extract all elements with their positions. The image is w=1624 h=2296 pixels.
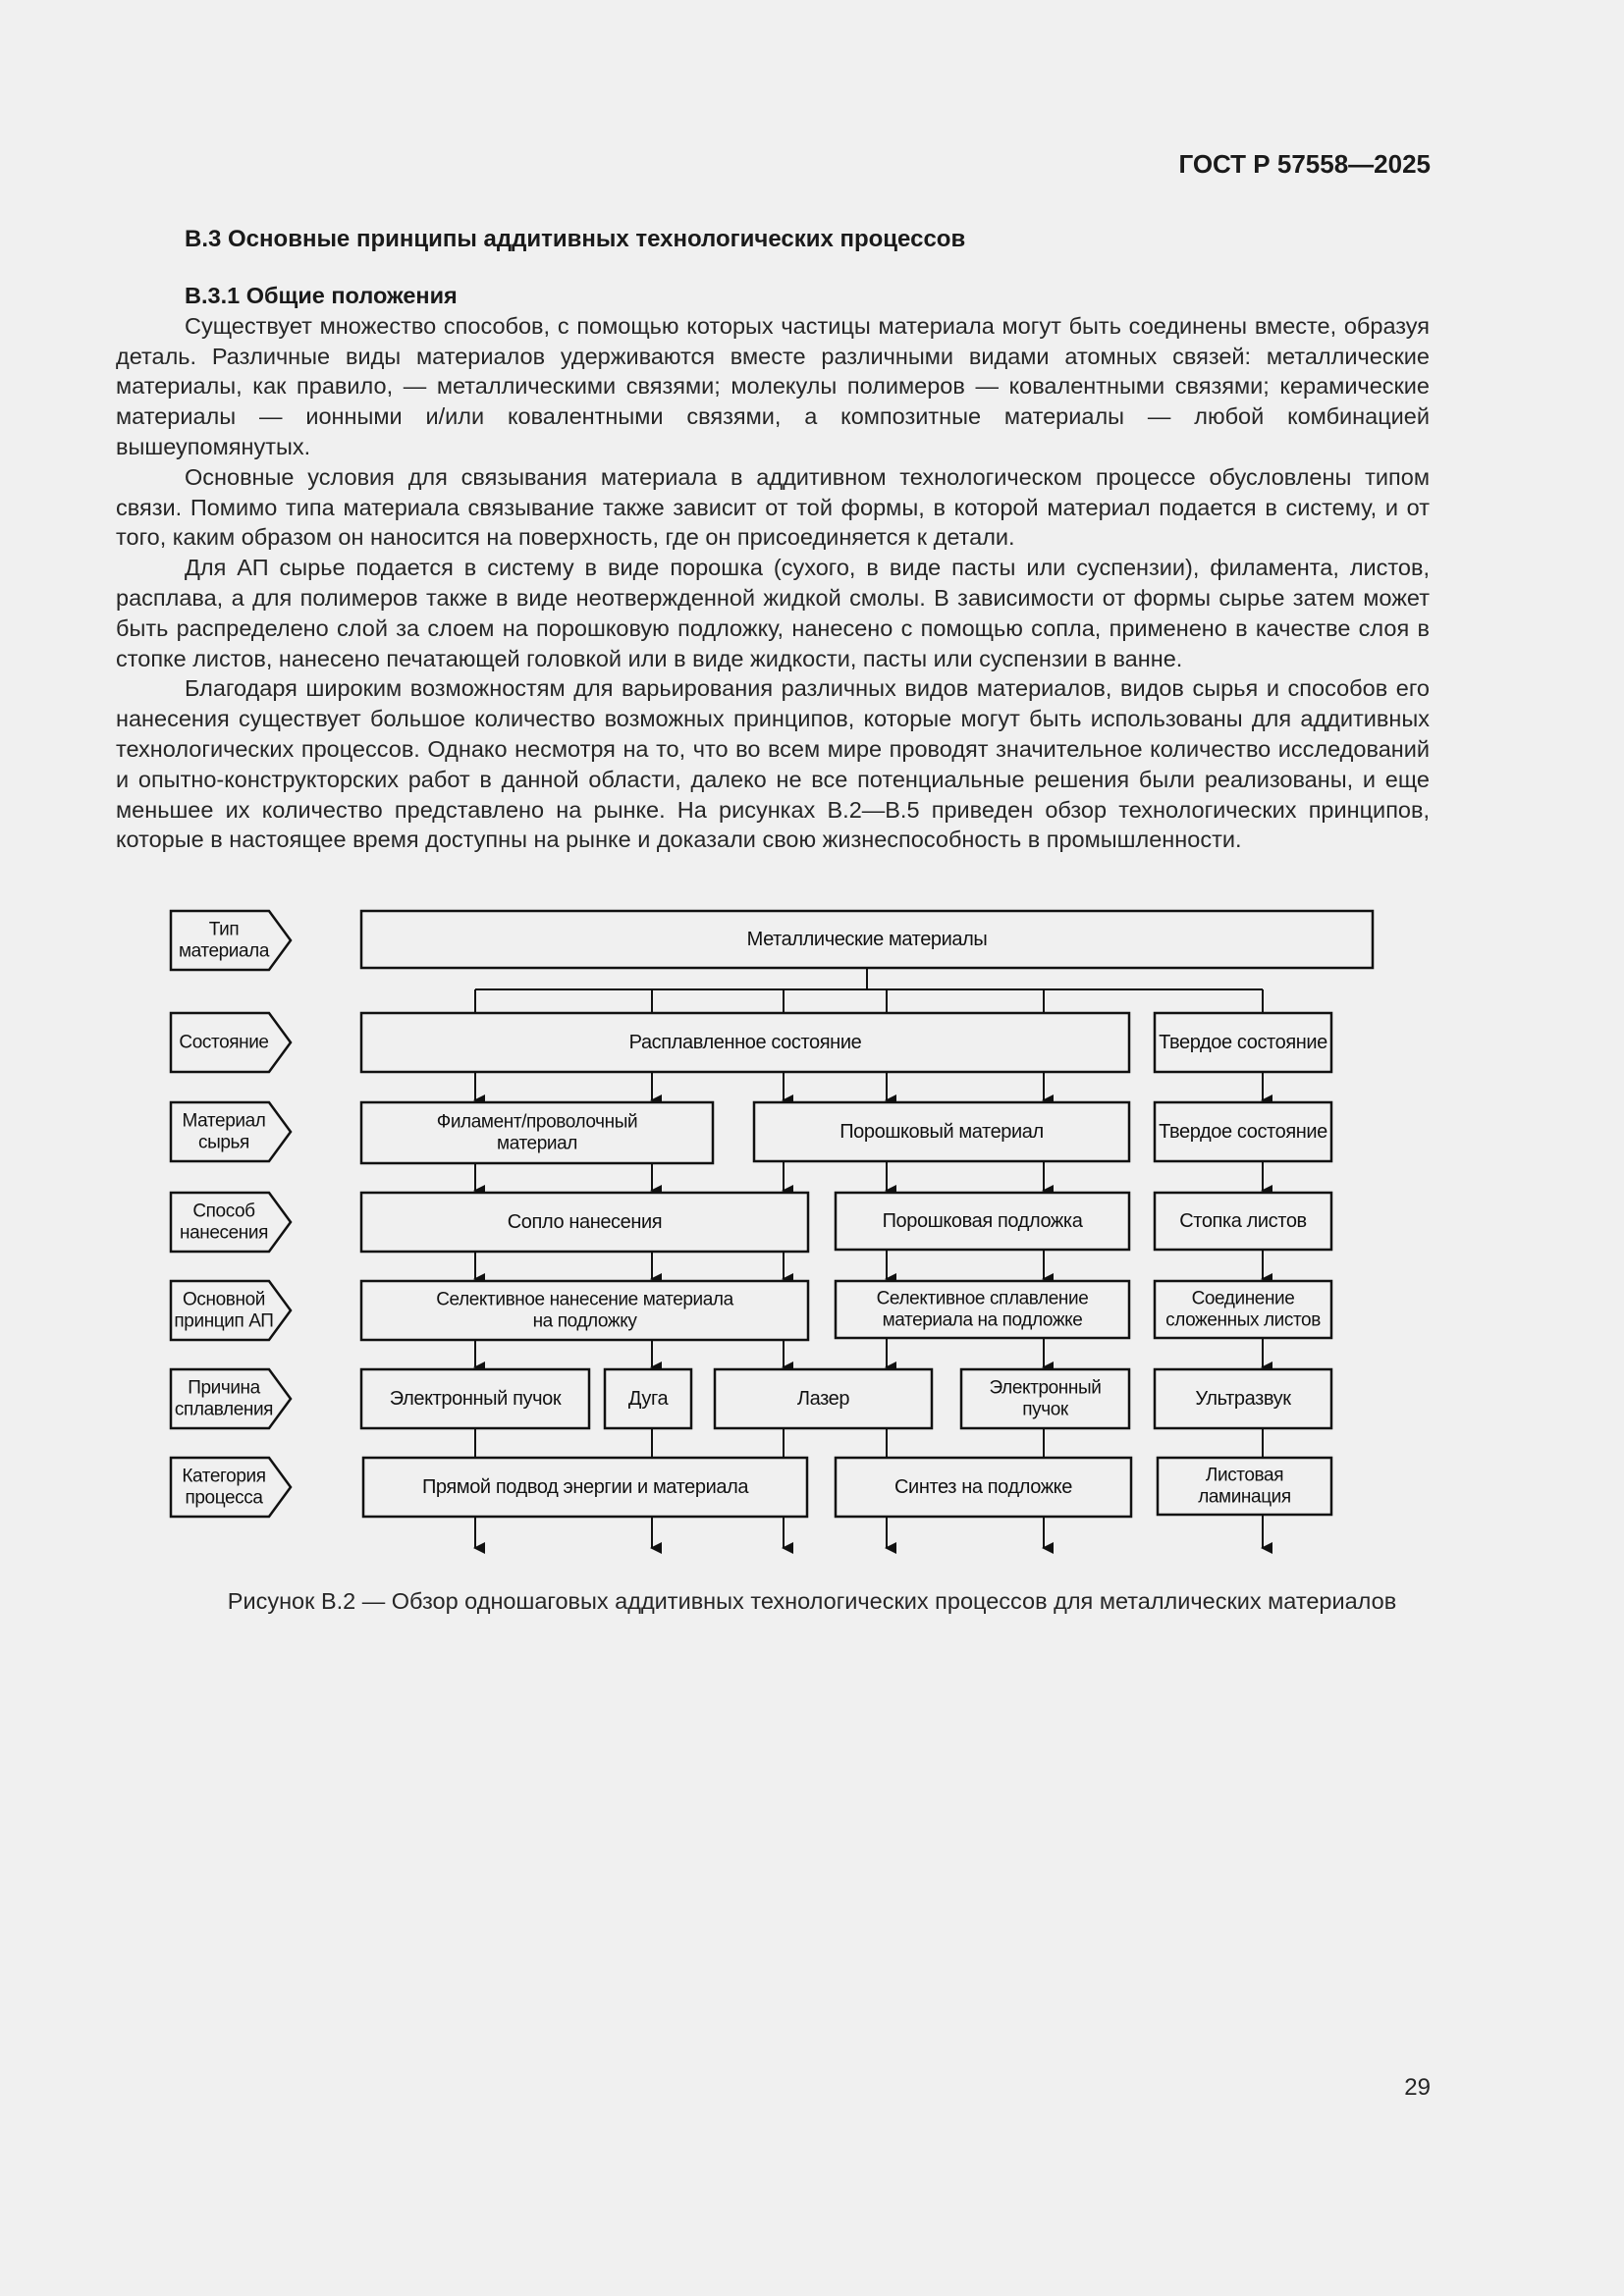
box-cause-ebeam2 xyxy=(961,1369,1129,1428)
box-cause-arc-text-0: Дуга xyxy=(627,1388,669,1410)
row-label-1 xyxy=(171,1013,291,1072)
box-cause-arc xyxy=(605,1369,691,1428)
box-feed-filament xyxy=(361,1102,713,1163)
document-code: ГОСТ Р 57558—2025 xyxy=(1178,149,1431,179)
box-cat-ded xyxy=(363,1458,807,1517)
body-text xyxy=(116,281,1430,855)
row-label-5 xyxy=(171,1369,291,1428)
box-feed-powder-text-0: Порошковый материал xyxy=(839,1121,1044,1143)
box-cat-sl-text-0: Листовая xyxy=(1205,1465,1284,1486)
box-apply-sheet-stack-text-0: Стопка листов xyxy=(1179,1210,1307,1232)
box-state-molten-text-0: Расплавленное состояние xyxy=(628,1032,862,1053)
box-apply-powder-bed-text-0: Порошковая подложка xyxy=(882,1210,1083,1232)
box-cause-ebeam xyxy=(361,1369,589,1428)
box-principle-fusion-text-0: Селективное сплавление xyxy=(876,1288,1089,1309)
box-cat-ded-text-0: Прямой подвод энергии и материала xyxy=(421,1476,749,1498)
box-apply-nozzle-text-0: Сопло нанесения xyxy=(507,1211,663,1233)
row-label-0-text-1: материала xyxy=(178,940,270,962)
box-cause-ebeam2-text-0: Электронный xyxy=(989,1377,1102,1399)
paragraph-4: Благодаря широким возможностям для варьирования различных видов материалов, видов сырья и способов его нанесения существует большое количество возможных принципов, которые могут быть использованы для аддитивных технологических процессов. Однако несмотря на то, что во всем мире проводят значительное количество исследований и опытно-конструкторских работ в данной области, далеко не все потенциальные решения были реализованы, и еще меньшее их количество представлено на рынке. На рисунках В.2—В.5 приведен обзор технологических принципов, которые в настоящее время доступны на рынке и доказали свою жизнеспособность в промышленности. xyxy=(116,675,1430,853)
row-label-4-text-1: принцип АП xyxy=(174,1310,274,1332)
box-principle-fusion xyxy=(836,1281,1129,1338)
box-apply-powder-bed xyxy=(836,1193,1129,1250)
box-feed-solid xyxy=(1155,1102,1331,1161)
row-label-5-text-0: Причина xyxy=(188,1377,260,1399)
row-label-1-text-0: Состояние xyxy=(179,1032,269,1053)
box-top-text-0: Металлические материалы xyxy=(746,929,988,950)
box-feed-filament-text-0: Филамент/проволочный xyxy=(436,1111,638,1133)
box-principle-deposition xyxy=(361,1281,808,1340)
box-feed-solid-text-0: Твердое состояние xyxy=(1159,1121,1327,1143)
page-number: 29 xyxy=(1404,2074,1431,2101)
paragraph-2: Основные условия для связывания материала в аддитивном технологическом процессе обусловлены типом связи. Помимо типа материала связывание также зависит от той формы, в которой материал подается в систему, и от того, каким образом он наносится на поверхность, где он присоединяется к детали. xyxy=(116,463,1430,551)
row-label-0-text-0: Тип xyxy=(208,919,240,940)
row-label-0 xyxy=(171,911,291,970)
row-label-3-text-0: Способ xyxy=(192,1201,255,1222)
figure-caption: Рисунок В.2 — Обзор одношаговых аддитивных технологических процессов для металлических материалов xyxy=(227,1588,1397,1614)
box-cause-ultrasound-text-0: Ультразвук xyxy=(1195,1388,1291,1410)
paragraph-1: Существует множество способов, с помощью которых частицы материала могут быть соединены вместе, образуя деталь. Различные виды материалов удерживаются вместе различными видами атомных связей: металлические материалы, как правило, — металлическими связями; молекулы полимеров — ковалентными связями; керамические материалы — ионными и/или ковалентными связями, а композитные материалы — любой комбинацией вышеупомянутых. xyxy=(116,312,1430,459)
box-feed-powder xyxy=(754,1102,1129,1161)
section-heading: В.3 Основные принципы аддитивных технологических процессов xyxy=(185,226,966,252)
row-label-5-text-1: сплавления xyxy=(174,1399,274,1420)
row-label-6 xyxy=(171,1458,291,1517)
box-cause-ultrasound xyxy=(1155,1369,1331,1428)
box-cat-sl xyxy=(1158,1458,1331,1515)
paragraph-3: Для АП сырье подается в систему в виде порошка (сухого, в виде пасты или суспензии), филамента, листов, расплава, а для полимеров также в виде неотвержденной жидкой смолы. В зависимости от формы сырье затем может быть распределено слой за слоем на порошковую подложку, нанесено с помощью сопла, применено в качестве слоя в стопке листов, нанесено печатающей головкой или в виде жидкости, пасты или суспензии в ванне. xyxy=(116,555,1430,671)
box-cat-sl-text-1: ламинация xyxy=(1198,1486,1291,1508)
row-label-3 xyxy=(171,1193,291,1252)
box-cause-laser-text-0: Лазер xyxy=(796,1388,850,1410)
row-label-2-text-0: Материал xyxy=(182,1110,266,1132)
row-label-6-text-0: Категория xyxy=(182,1466,266,1487)
row-label-3-text-1: нанесения xyxy=(180,1222,268,1244)
box-principle-deposition-text-1: на подложку xyxy=(532,1310,637,1332)
box-cat-pbf-text-0: Синтез на подложке xyxy=(894,1476,1072,1498)
box-state-molten xyxy=(361,1013,1129,1072)
box-state-solid xyxy=(1155,1013,1331,1072)
box-cause-ebeam-text-0: Электронный пучок xyxy=(389,1388,562,1410)
row-label-6-text-1: процесса xyxy=(185,1487,263,1509)
subsection-heading: В.3.1 Общие положения xyxy=(185,283,458,308)
row-label-2-text-1: сырья xyxy=(198,1132,249,1153)
row-label-4-text-0: Основной xyxy=(183,1289,265,1310)
box-state-solid-text-0: Твердое состояние xyxy=(1159,1032,1327,1053)
box-apply-sheet-stack xyxy=(1155,1193,1331,1250)
box-cause-ebeam2-text-1: пучок xyxy=(1022,1399,1068,1420)
box-cause-laser xyxy=(715,1369,932,1428)
box-apply-nozzle xyxy=(361,1193,808,1252)
box-cat-pbf xyxy=(836,1458,1131,1517)
process-diagram-svg xyxy=(167,908,1384,1556)
process-diagram xyxy=(167,908,1384,1561)
box-feed-filament-text-1: материал xyxy=(497,1133,577,1154)
box-principle-sheets-text-1: сложенных листов xyxy=(1165,1309,1321,1331)
box-principle-fusion-text-1: материала на подложке xyxy=(882,1309,1083,1331)
row-label-4 xyxy=(171,1281,291,1340)
row-label-2 xyxy=(171,1102,291,1161)
box-principle-deposition-text-0: Селективное нанесение материала xyxy=(436,1289,733,1310)
box-top xyxy=(361,911,1373,968)
box-principle-sheets xyxy=(1155,1281,1331,1338)
box-principle-sheets-text-0: Соединение xyxy=(1191,1288,1295,1309)
